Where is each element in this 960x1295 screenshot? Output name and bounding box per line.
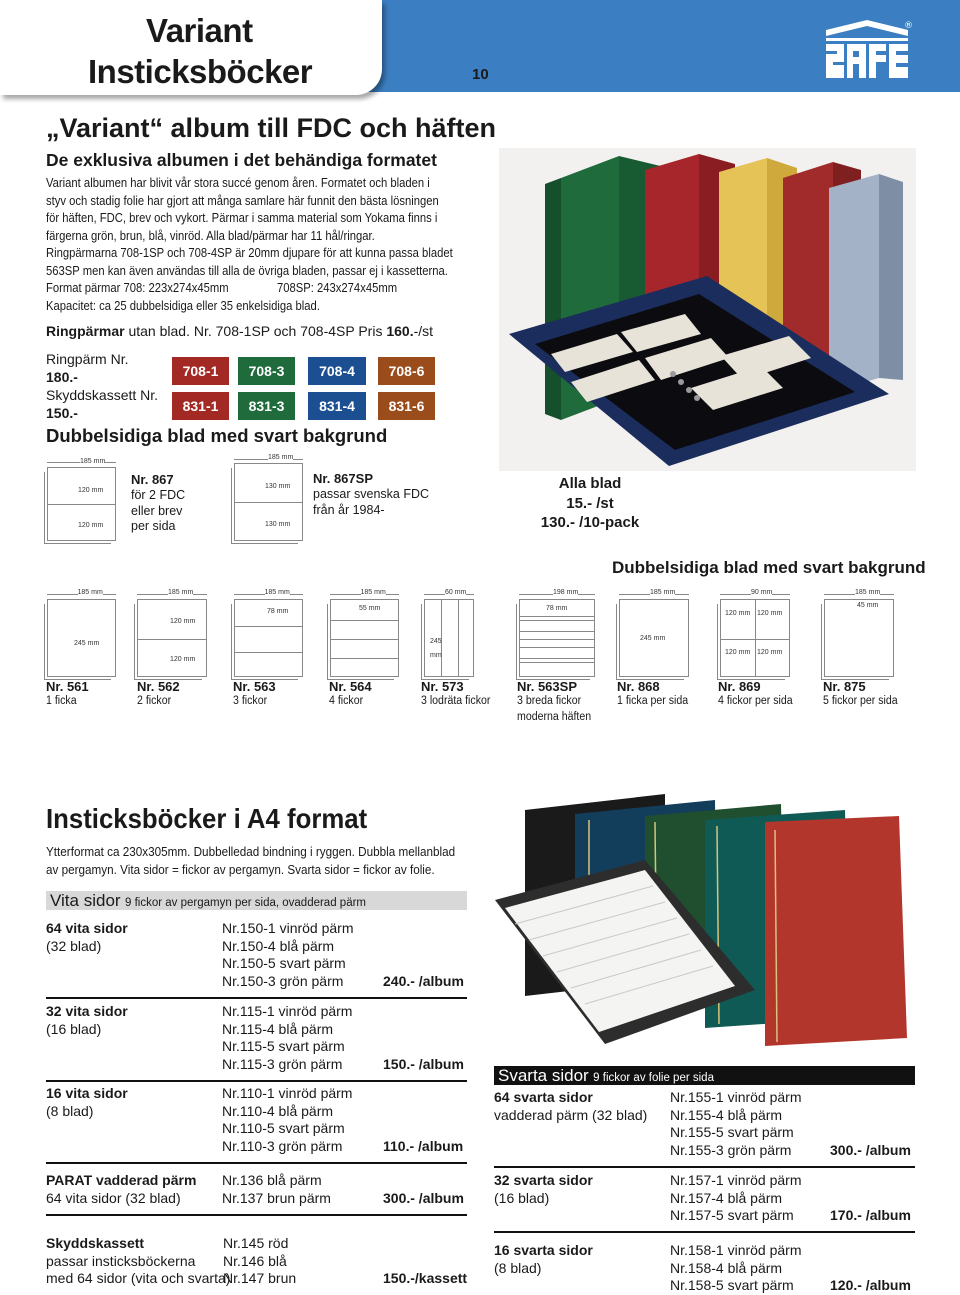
group-title: 32 svarta sidor — [494, 1172, 593, 1188]
sheet-number-5: Nr. 573 — [421, 679, 464, 694]
a4-title: Insticksböcker i A4 format — [46, 803, 368, 834]
variant-subtitle: De exklusiva albumen i det behändiga formatet — [46, 150, 437, 170]
catalog-item: Nr.157-4 blå pärm — [670, 1189, 783, 1206]
sheet-description-4: 4 fickor — [329, 695, 364, 707]
format-708sp: 708SP: 243x274x45mm — [277, 281, 398, 295]
sheet-diagram-5: 245 mm — [424, 599, 474, 677]
double-sided-heading-2: Dubbelsidiga blad med svart bakgrund — [612, 558, 926, 577]
catalog-item: Nr.145 röd — [223, 1235, 289, 1251]
divider-rule — [46, 1214, 467, 1216]
group-title: 16 svarta sidor — [494, 1242, 593, 1258]
sheet-width-1: 185 mm — [77, 589, 103, 596]
sheet-867sp-description: passar svenska FDC från år 1984- — [313, 487, 430, 517]
catalog-item: Nr.158-1 vinröd pärm — [670, 1242, 802, 1258]
sheet-width-5: 60 mm — [445, 589, 467, 596]
sheet-number-2: Nr. 562 — [137, 679, 180, 694]
catalog-item: Nr.155-5 svart pärm — [670, 1124, 794, 1140]
catalog-item: Nr.150-5 svart pärm — [222, 955, 346, 971]
sheet-867sp-width: 185 mm — [268, 454, 294, 461]
svarta-sidor-heading: Svarta sidor 9 fickor av folie per sida — [498, 1066, 714, 1085]
ring-binder-photo — [499, 148, 916, 471]
catalog-item: Nr.110-4 blå pärm — [222, 1102, 334, 1119]
divider-rule — [46, 1080, 467, 1082]
binder-code-708-3: 708-3 — [238, 357, 295, 385]
sheet-description-9: 5 fickor per sida — [823, 695, 898, 707]
skydd-sub1: passar insticksböckerna — [46, 1252, 196, 1269]
catalog-item: Nr.150-3 grön pärm — [222, 972, 344, 989]
sheet-867sp-number: Nr. 867SP — [313, 471, 373, 486]
sheet-number-6: Nr. 563SP — [517, 679, 577, 694]
format-708: Format pärmar 708: 223x274x45mm — [46, 281, 229, 295]
group-subtitle: (8 blad) — [494, 1259, 542, 1276]
sheet-diagram-1: 245 mm — [47, 599, 116, 677]
alla-blad-price: Alla blad 15.- /st 130.- /10-pack — [540, 475, 640, 531]
cassette-code-831-6: 831-6 — [378, 392, 435, 420]
sheet-description-5: 3 lodräta fickor — [421, 695, 491, 707]
sheet-width-3: 185 mm — [264, 589, 290, 596]
catalog-item: Nr.115-5 svart pärm — [222, 1038, 345, 1054]
sheet-number-1: Nr. 561 — [46, 679, 89, 694]
catalog-item: Nr.115-3 grön pärm — [222, 1055, 343, 1072]
catalog-item: Nr.115-4 blå pärm — [222, 1020, 334, 1037]
sheet-867sp-diagram: 130 mm 130 mm — [234, 463, 303, 541]
price: 170.- /album — [830, 1207, 911, 1223]
group-subtitle: 64 vita sidor (32 blad) — [46, 1189, 181, 1206]
sheet-width-8: 90 mm — [751, 589, 773, 596]
price: 110.- /album — [383, 1137, 464, 1154]
divider-rule — [494, 1166, 915, 1168]
catalog-item: Nr.115-1 vinröd pärm — [222, 1003, 353, 1019]
group-subtitle: (32 blad) — [46, 937, 102, 954]
group-title: 32 vita sidor — [46, 1003, 128, 1019]
group-subtitle: (16 blad) — [46, 1020, 102, 1037]
sheet-number-8: Nr. 869 — [718, 679, 761, 694]
ringparm-block: Ringpärm Nr. 180.- Skyddskassett Nr. 150.- — [46, 351, 159, 421]
skydd-sub2: med 64 sidor (vita och svarta) — [46, 1270, 231, 1286]
catalog-item: Nr.157-1 vinröd pärm — [670, 1172, 802, 1188]
sheet-diagram-2: 120 mm 120 mm — [137, 599, 207, 677]
cassette-code-831-1: 831-1 — [172, 392, 229, 420]
price: 150.- /album — [383, 1055, 464, 1072]
sheet-description-8: 4 fickor per sida — [718, 695, 793, 707]
catalog-item: Nr.155-4 blå pärm — [670, 1106, 783, 1123]
sheet-867-diagram: 120 mm 120 mm — [47, 467, 116, 541]
sheet-diagram-9: 45 mm — [824, 599, 894, 677]
group-title: 64 svarta sidor — [494, 1089, 593, 1105]
ringparm-price-line: Ringpärmar utan blad. Nr. 708-1SP och 708-4SP Pris 160.-/st — [46, 323, 434, 339]
sheet-number-3: Nr. 563 — [233, 679, 276, 694]
catalog-item: Nr.110-5 svart pärm — [222, 1120, 345, 1136]
stockbook-albums-photo — [495, 790, 925, 1060]
group-subtitle: (16 blad) — [494, 1189, 550, 1206]
cassette-code-831-4: 831-4 — [308, 392, 366, 420]
sheet-width-4: 185 mm — [360, 589, 386, 596]
divider-rule — [46, 997, 467, 999]
price: 300.- /album — [830, 1141, 911, 1158]
double-sided-heading: Dubbelsidiga blad med svart bakgrund — [46, 425, 388, 446]
sheet-number-4: Nr. 564 — [329, 679, 372, 694]
sheet-width-9: 185 mm — [855, 589, 881, 596]
binder-code-708-6: 708-6 — [378, 357, 435, 385]
catalog-item: Nr.150-1 vinröd pärm — [222, 920, 354, 936]
sheet-number-7: Nr. 868 — [617, 679, 660, 694]
catalog-item: Nr.110-1 vinröd pärm — [222, 1085, 353, 1101]
catalog-item: Nr.146 blå — [223, 1252, 287, 1269]
catalog-item: Nr.137 brun pärm — [222, 1189, 331, 1206]
catalog-item: Nr.147 brun — [223, 1270, 297, 1286]
sheet-diagram-4: 55 mm — [330, 599, 399, 677]
sheet-description-2: 2 fickor — [137, 695, 172, 707]
group-title: 64 vita sidor — [46, 920, 128, 936]
sheet-867-width: 185 mm — [80, 458, 106, 465]
divider-rule — [46, 1162, 467, 1164]
price: 120.- /album — [830, 1277, 911, 1293]
sheet-867-description: för 2 FDC eller brev per sida — [131, 488, 186, 533]
cassette-code-831-3: 831-3 — [238, 392, 295, 420]
group-title: 16 vita sidor — [46, 1085, 128, 1101]
price: 240.- /album — [383, 972, 464, 989]
price: 300.- /album — [383, 1189, 464, 1206]
sheet-diagram-8: 120 mm 120 mm 120 mm 120 mm — [720, 599, 790, 677]
catalog-item: Nr.155-3 grön pärm — [670, 1141, 792, 1158]
catalog-item: Nr.158-4 blå pärm — [670, 1259, 783, 1276]
sheet-number-9: Nr. 875 — [823, 679, 866, 694]
catalog-item: Nr.157-5 svart pärm — [670, 1207, 794, 1223]
catalog-item: Nr.136 blå pärm — [222, 1172, 322, 1188]
catalog-item: Nr.110-3 grön pärm — [222, 1137, 343, 1154]
header-title-line2: Insticksböcker — [88, 53, 313, 90]
skydd-title: Skyddskassett — [46, 1235, 145, 1251]
group-subtitle: vadderad pärm (32 blad) — [494, 1106, 648, 1123]
sheet-description-6: 3 breda fickor — [517, 695, 582, 707]
catalog-item: Nr.158-5 svart pärm — [670, 1277, 794, 1293]
sheet-867-number: Nr. 867 — [131, 472, 174, 487]
sheet-diagram-7: 245 mm — [619, 599, 689, 677]
binder-code-708-4: 708-4 — [308, 357, 366, 385]
sheet-width-7: 185 mm — [650, 589, 676, 596]
vita-sidor-heading: Vita sidor 9 fickor av pergamyn per sida, ovadderad pärm — [50, 891, 366, 910]
catalog-item: Nr.155-1 vinröd pärm — [670, 1089, 802, 1105]
svg-text:®: ® — [904, 21, 913, 31]
a4-intro: Ytterformat ca 230x305mm. Dubbelledad bindning i ryggen. Dubbla mellanblad av pergamyn. Vita sidor = fickor av pergamyn. Svarta sidor = fickor av folie. — [46, 844, 456, 877]
page-number: 10 — [472, 66, 489, 83]
safe-logo-icon — [822, 18, 912, 82]
skydd-price: 150.-/kassett — [383, 1270, 468, 1286]
sheet-description-6: moderna häften — [517, 711, 592, 723]
divider-rule — [494, 1231, 915, 1233]
sheet-description-1: 1 ficka — [46, 695, 77, 707]
sheet-diagram-3: 78 mm — [234, 599, 303, 677]
group-title: PARAT vadderad pärm — [46, 1172, 197, 1188]
sheet-diagram-6: 78 mm — [519, 599, 595, 677]
group-subtitle: (8 blad) — [46, 1102, 94, 1119]
sheet-description-3: 3 fickor — [233, 695, 268, 707]
catalog-item: Nr.150-4 blå pärm — [222, 937, 335, 954]
sheet-description-7: 1 ficka per sida — [617, 695, 689, 707]
variant-description: Variant albumen har blivit vår stora succé genom åren. Formatet och bladen i styv och stadig folie har gjort att många samlare här funnit den bästa lösningen för häften, FDC, brev och vykort. Pärmar i samma material som Yokama finns i färgerna grön, brun, blå, vinröd. Alla blad/pärmar har 11 hål/ringar. Ringpärmarna 708-1SP och 708-4SP är 20mm djupare för att kunna passa bladet 563SP men kan även användas till alla de övriga bladen, passar ej i kassetterna. Format pärmar 708: 223x274x45mm 708SP: 243x274x45mm Kapacitet: ca 25 dubbelsidiga eller 35 enkelsidiga blad. — [46, 176, 453, 313]
sheet-width-6: 198 mm — [553, 589, 579, 596]
variant-title: „Variant“ album till FDC och häften — [46, 113, 497, 143]
sheet-width-2: 185 mm — [168, 589, 194, 596]
binder-code-708-1: 708-1 — [172, 357, 229, 385]
header-title-line1: Variant — [146, 12, 253, 49]
